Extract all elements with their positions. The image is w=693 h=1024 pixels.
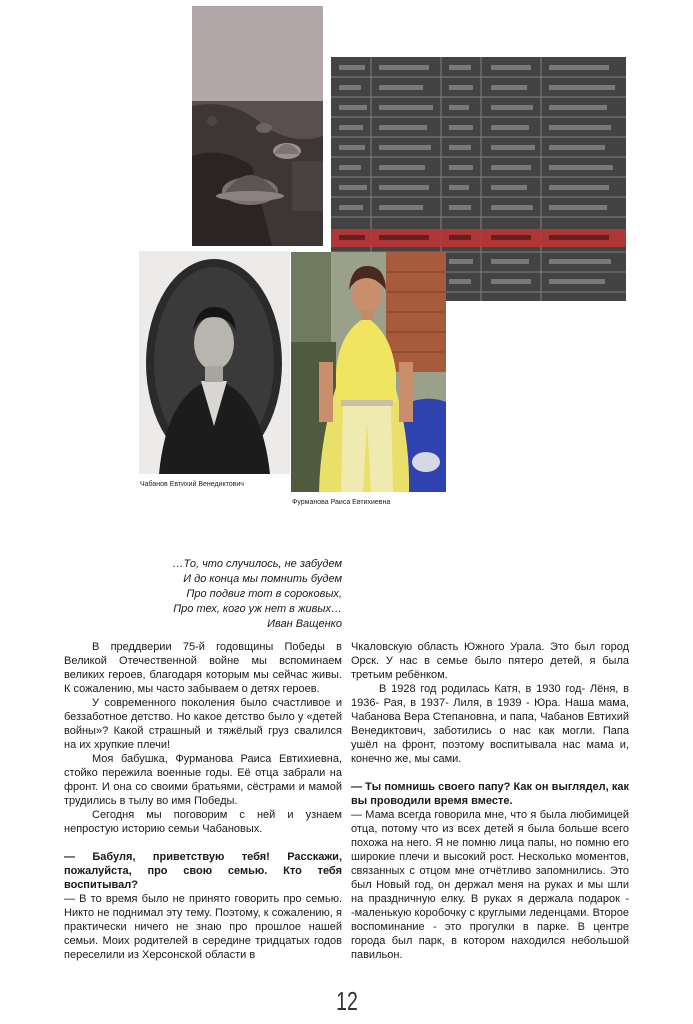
paragraph: В 1928 год родилась Катя, в 1930 год- Лёня, в 1936- Рая, в 1937- Лиля, в 1939 - Юра. Наша мама, Чабанова Вера Степановна, и папа, Чабанов Евтихий Венедиктович, заботились о нас как могли. Папа ушёл на фронт, поэтому воспитывала нас мама и, конечно же, мы сами. [351, 683, 629, 765]
poem-line: Про подвиг тот в сороковых, [186, 588, 342, 600]
left-text-column [64, 640, 342, 962]
poem-epigraph [110, 557, 342, 632]
interview-answer: — Мама всегда говорила мне, что я была любимицей отца, потому что из всех детей я была больше всего похожа на него. Я не помню лица папы, но помню его широкие плечи и высокий рост. Несколько моментов, связанных с отцом мне отчётливо запомнились. Это был Новый год, он держал меня на руках и мы шли на праздничную елку. В руках я держала подарок - -маленькую коробочку с круглыми леденцами. Второе воспоминание - это прогулки в парке. В центре города был парк, в котором находился небольшой павильон. [351, 809, 629, 961]
poem-line: …То, что случилось, не забудем [172, 558, 342, 570]
page-number: 12 [336, 986, 358, 1016]
poem-author: Иван Ващенко [267, 618, 342, 630]
interview-question: — Бабуля, приветствую тебя! Расскажи, пожалуйста, про свою семью. Кто тебя воспитывал? [64, 851, 342, 891]
paragraph: В преддверии 75-й годовщины Победы в Великой Отечественной войне мы вспоминаем великих героев, благодаря которым мы сейчас живы. К сожалению, мы часто забываем о детях героев. [64, 641, 342, 695]
paragraph: Моя бабушка, Фурманова Раиса Евтихиевна, стойко пережила военные годы. Её отца забрали на фронт. И она со своими братьями, сёстрами и мамой трудились в тылу во имя Победы. [64, 753, 342, 807]
right-text-column [351, 640, 629, 962]
grandmother-photo [291, 252, 446, 492]
war-photo [192, 6, 323, 246]
poem-line: И до конца мы помнить будем [183, 573, 342, 585]
paragraph: Чкаловскую область Южного Урала. Это был город Орск. У нас в семье было пятеро детей, я была третьим ребёнком. [351, 641, 629, 681]
father-portrait-photo [139, 251, 290, 474]
poem-line: Про тех, кого уж нет в живых… [173, 603, 342, 615]
interview-question: — Ты помнишь своего папу? Как он выглядел, как вы проводили время вместе. [351, 781, 629, 807]
paragraph: Сегодня мы поговорим с ней и узнаем непростую историю семьи Чабановых. [64, 809, 342, 835]
grandmother-photo-caption: Фурманова Раиса Евтихиевна [292, 499, 391, 506]
paragraph: У современного поколения было счастливое и беззаботное детство. Но какое детство было у «детей войны»? Какой страшный и тяжёлый груз свалился на их хрупкие плечи! [64, 697, 342, 751]
interview-answer: — В то время было не принято говорить про семью. Никто не поднимал эту тему. Поэтому, к сожалению, я практически ничего не знаю про прошлое нашей семьи. Моих родителей в середине тридцатых годов переселили из Херсонской области в [64, 893, 342, 961]
father-photo-caption: Чабанов Евтихий Венедиктович [140, 481, 244, 488]
